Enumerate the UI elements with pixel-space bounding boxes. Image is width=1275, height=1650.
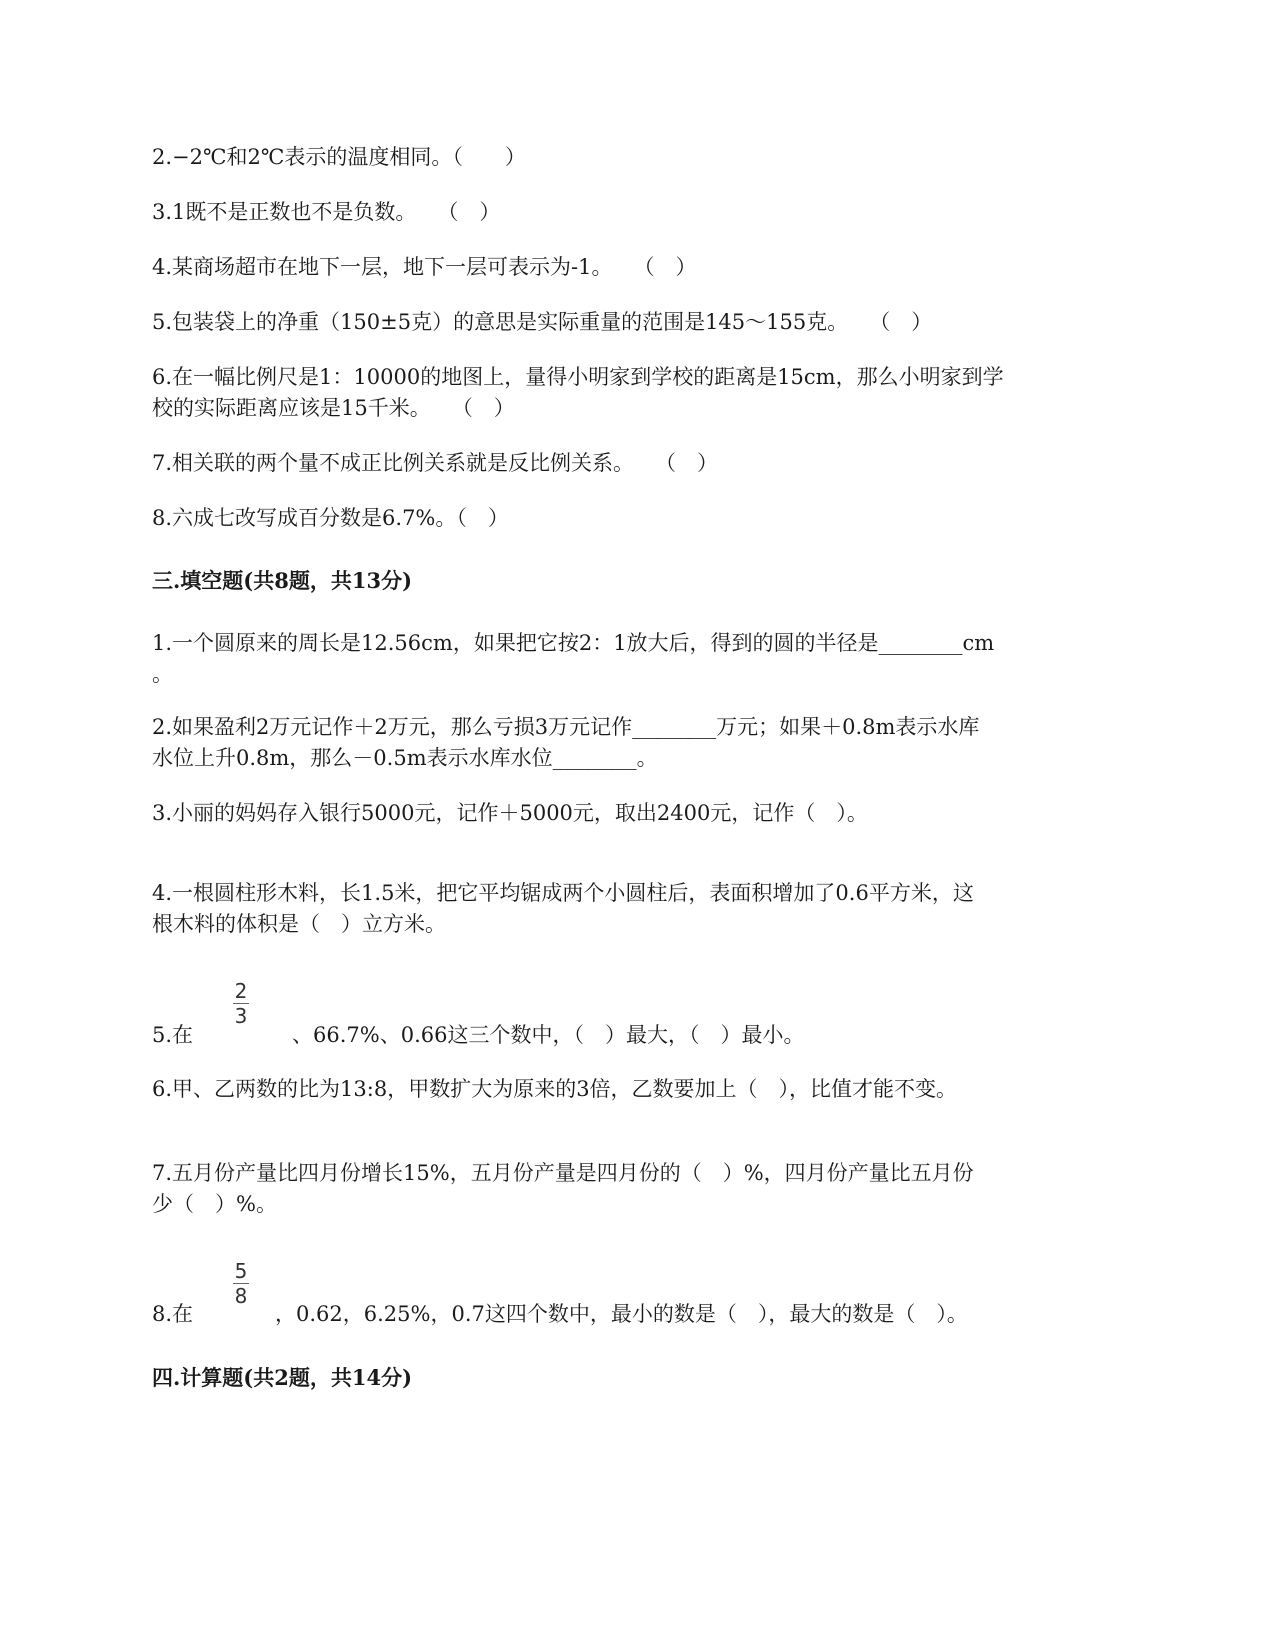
judge-question-6-line1: 6.在一幅比例尺是1：10000的地图上，量得小明家到学校的距离是15cm，那么小明家到学 [152,365,1004,389]
fill-question-6: 6.甲、乙两数的比为13:8，甲数扩大为原来的3倍，乙数要加上（ ），比值才能不变。 [152,1077,958,1101]
fill-question-1-line2: 。 [152,662,173,686]
judge-question-8: 8.六成七改写成百分数是6.7%。（ ） [152,506,509,530]
fraction-two-thirds [231,980,251,1027]
fill-question-5-suffix: 、66.7%、0.66这三个数中，（ ）最大，（ ）最小。 [292,1023,805,1047]
fill-question-3: 3.小丽的妈妈存入银行5000元，记作＋5000元，取出2400元，记作（ ）。 [152,801,868,825]
fraction-five-eighths [231,1260,251,1307]
fill-question-8-prefix: 8.在 [152,1302,194,1326]
section-heading-calculation: 四.计算题(共2题，共14分) [152,1365,413,1390]
fill-question-1-line1: 1.一个圆原来的周长是12.56cm，如果把它按2：1放大后，得到的圆的半径是________cm [152,631,995,655]
fraction-denominator: 3 [234,1004,248,1028]
fill-question-8-suffix: ，0.62，6.25%，0.7这四个数中，最小的数是（ ），最大的数是（ ）。 [275,1302,968,1326]
fill-question-2-line2: 水位上升0.8m，那么－0.5m表示水库水位________。 [152,746,658,770]
judge-question-5: 5.包装袋上的净重（150±5克）的意思是实际重量的范围是145～155克。 （ ） [152,310,933,334]
section-heading-fill-blank: 三.填空题(共8题，共13分) [152,568,413,593]
judge-question-4: 4.某商场超市在地下一层，地下一层可表示为-1。 （ ） [152,255,697,279]
fill-question-7-line1: 7.五月份产量比四月份增长15%，五月份产量是四月份的（ ）%，四月份产量比五月份 [152,1161,974,1185]
judge-question-7: 7.相关联的两个量不成正比例关系就是反比例关系。 （ ） [152,451,719,475]
judge-question-3: 3.1既不是正数也不是负数。 （ ） [152,200,501,224]
fill-question-2-line1: 2.如果盈利2万元记作＋2万元，那么亏损3万元记作________万元；如果＋0.8m表示水库 [152,715,980,739]
fraction-denominator: 8 [234,1284,248,1308]
fill-question-4-line1: 4.一根圆柱形木料，长1.5米，把它平均锯成两个小圆柱后，表面积增加了0.6平方米，这 [152,881,974,905]
fraction-numerator: 2 [234,979,248,1003]
fill-question-5-prefix: 5.在 [152,1023,194,1047]
judge-question-2: 2.−2℃和2℃表示的温度相同。（ ） [152,145,526,169]
fill-question-4-line2: 根木料的体积是（ ）立方米。 [152,912,446,936]
judge-question-6-line2: 校的实际距离应该是15千米。 （ ） [152,396,515,420]
fill-question-7-line2: 少（ ）%。 [152,1192,277,1216]
fraction-numerator: 5 [234,1259,248,1283]
